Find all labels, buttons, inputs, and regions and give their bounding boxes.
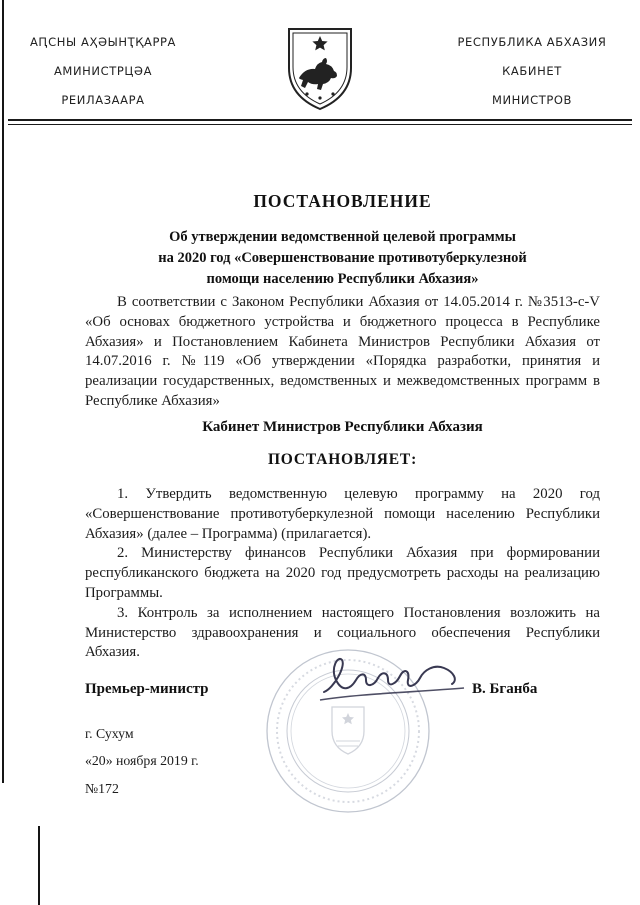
footer-number: №172 bbox=[85, 781, 119, 796]
header-right-line-1: РЕСПУБЛИКА АБХАЗИЯ bbox=[457, 35, 607, 49]
header-right-line-2: КАБИНЕТ bbox=[502, 64, 562, 78]
header-left-line-3: РЕИЛАЗААРА bbox=[61, 93, 145, 107]
intro-paragraph: В соответствии с Законом Республики Абхазия от 14.05.2014 г. №3513-с-V «Об основах бюджетного устройства и бюджетного процесса в Республике Абхазия» и Постановлением Кабинета Министров Республики Абхазия от 14.07.2016 г. №119 «Об утверждении «Порядка разработки, принятия и реализации государственных, ведомственных и межведомственных программ в Республике Абхазия» bbox=[85, 294, 600, 409]
header-right-russian bbox=[448, 28, 616, 115]
scan-artifact-line-bottom bbox=[38, 826, 40, 905]
decree-item-2: 2. Министерству финансов Республики Абхазия при формировании республиканского бюджета на 2020 год предусмотреть расходы на реализацию Программы. bbox=[85, 545, 600, 601]
header-left-line-1: АԤСНЫ АҲӘЫНҬҚАРРА bbox=[29, 35, 177, 49]
subtitle-line-1: Об утверждении ведомственной целевой программы bbox=[169, 229, 516, 245]
header-left-abkhaz bbox=[14, 28, 192, 115]
document-subtitle bbox=[85, 227, 600, 290]
coat-of-arms-icon bbox=[285, 26, 355, 114]
decree-item-3: 3. Контроль за исполнением настоящего Постановления возложить на Министерство здравоохранения и социального обеспечения Республики Абхазия. bbox=[85, 604, 600, 661]
subtitle-line-3: помощи населению Республики Абхазия» bbox=[206, 271, 479, 287]
signature-scrawl bbox=[316, 650, 468, 712]
subtitle-line-2: на 2020 год «Совершенствование противотуберкулезной bbox=[158, 250, 527, 266]
signature-name: В. Бганба bbox=[472, 681, 538, 697]
header-divider bbox=[8, 119, 632, 125]
scan-artifact-line-left bbox=[2, 0, 4, 783]
document-title: ПОСТАНОВЛЕНИЕ bbox=[253, 191, 432, 211]
signature-role: Премьер-министр bbox=[85, 681, 209, 697]
decree-items bbox=[85, 485, 600, 663]
header-left-line-2: АМИНИСТРЦӘА bbox=[53, 64, 153, 78]
authority-line: Кабинет Министров Республики Абхазия bbox=[202, 419, 483, 435]
footer-date: «20» ноября 2019 г. bbox=[85, 753, 199, 768]
resolves-line: ПОСТАНОВЛЯЕТ: bbox=[267, 451, 418, 468]
header-right-line-3: МИНИСТРОВ bbox=[491, 93, 573, 107]
footer-city: г. Сухум bbox=[85, 726, 134, 741]
decree-item-1: 1. Утвердить ведомственную целевую программу на 2020 год «Совершенствование противотуберкулезной помощи населению Республики Абхазия» (далее – Программа) (прилагается). bbox=[85, 486, 600, 542]
